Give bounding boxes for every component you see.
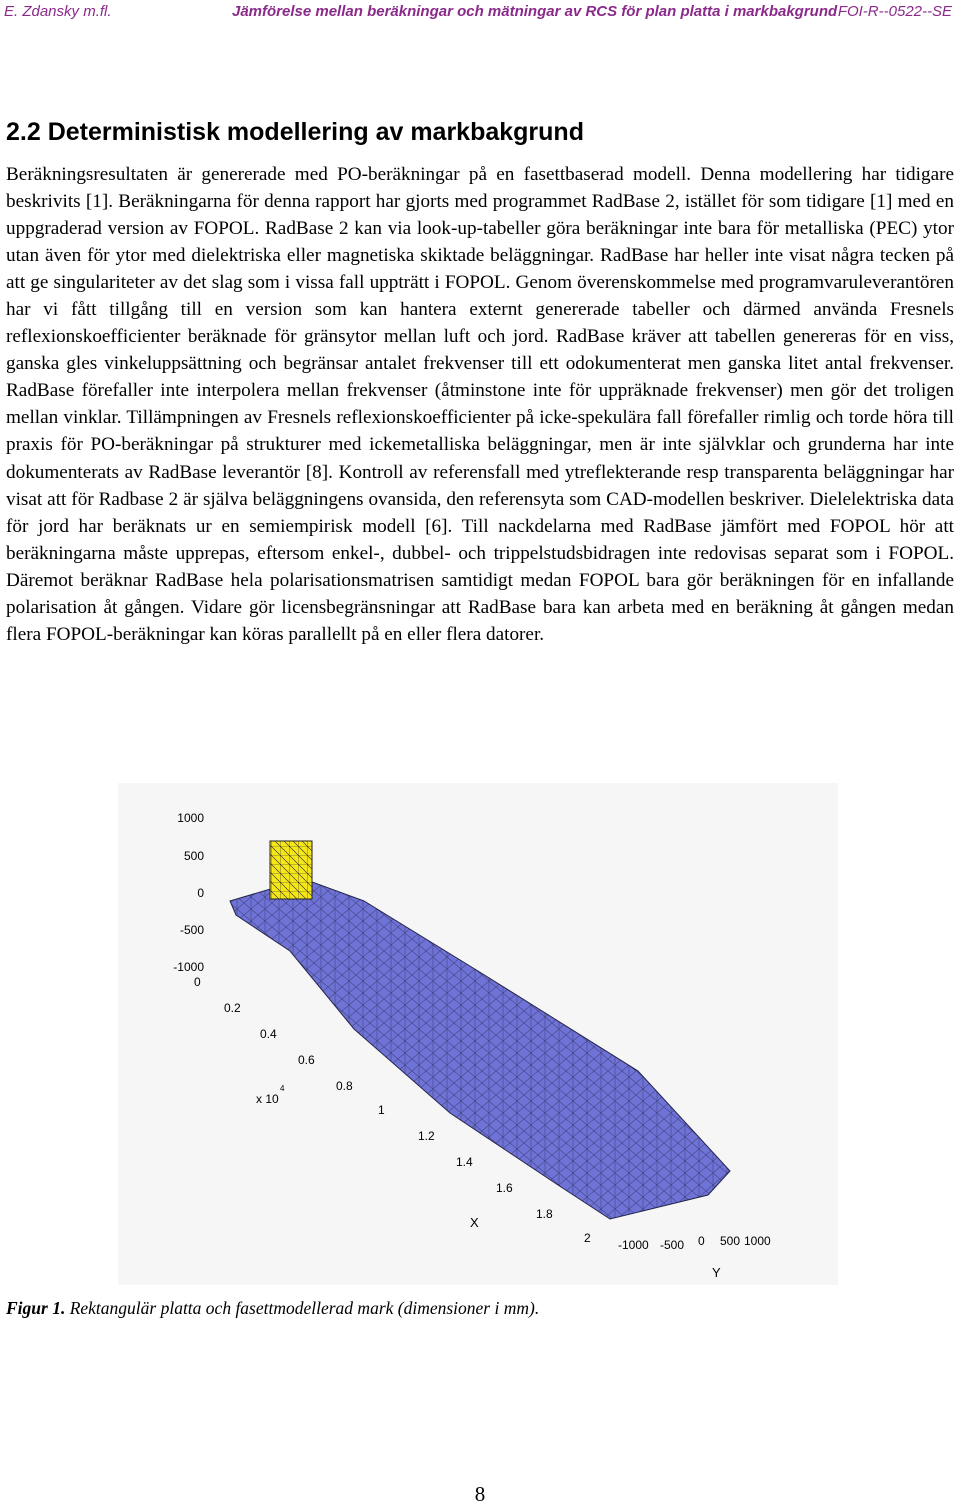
y-tick: 0 — [698, 1234, 705, 1248]
z-tick: 1000 — [177, 811, 204, 825]
section-paragraph: Beräkningsresultaten är genererade med PO-beräkningar på en fasettbaserad modell. Denna modellering har tidigare beskrivits [1]. Beräkningarna för denna rapport har gjorts med programmet RadBase 2, istället för som tidigare [1] med en uppgraderad version av FOPOL. RadBase 2 kan via look-up-tabeller göra beräkningar inte bara för metalliska (PEC) ytor utan även för ytor med dielektriska eller magnetiska skiktade beläggningar. RadBase har heller inte visat några tecken på att ge singulariteter av det slag som i vissa fall uppträtt i FOPOL. Genom överenskommelse med programvaruleverantören har vi fått tillgång till en version som kan hantera externt genererade tabeller och därmed använda Fresnels reflexionskoefficienter beräknade för gränsytor mellan luft och jord. RadBase kräver att tabellen genereras för en viss, ganska gles vinkeluppsättning och begränsar antalet frekvenser till ett odokumenterat men ganska litet antal frekvenser. RadBase förefaller inte interpolera mellan frekvenser (åtminstone inte för uppräknade frekvenser) men gör det troligen mellan vinklar. Tillämpningen av Fresnels reflexionskoefficienter på icke-spekulära fall förefaller rimlig och torde höra till praxis för PO-beräkningar på strukturer med ickemetalliska beläggningar, men är inte självklar och grunderna har inte dokumenterats av RadBase leverantör [8]. Kontroll av referensfall med ytreflekterande resp transparenta beläggningar har visat att för Radbase 2 är själva beläggningens ovansida, den referensyta som CAD-modellen beskriver. Dielelektriska data för jord har beräknats ur en semiempirisk modell [6]. Till nackdelarna med RadBase jämfört med FOPOL hör att beräkningarna måste upprepas, eftersom enkel-, dubbel- och trippelstudsbidragen inte redovisas separat som i FOPOL. Däremot beräknar RadBase hela polarisationsmatrisen samtidigt medan FOPOL bara gör beräkningen för en infallande polarisation åt gången. Vidare gör licensbegränsningar att RadBase bara kan arbeta med en beräkning åt gången medan flera FOPOL-beräkningar kan köras parallellt på en eller flera datorer. — [6, 164, 954, 645]
x-tick: 1.8 — [536, 1207, 553, 1221]
caption-label: Figur 1. — [6, 1298, 66, 1318]
y-tick: -1000 — [618, 1238, 649, 1252]
header-title: Jämförelse mellan beräkningar och mätningar av RCS för plan platta i markbakgrund — [232, 3, 838, 20]
ground-facet-mesh — [230, 879, 730, 1219]
x-tick: 2 — [584, 1231, 591, 1245]
caption-text: Rektangulär platta och fasettmodellerad mark (dimensioner i mm). — [65, 1298, 540, 1318]
z-tick: 0 — [197, 886, 204, 900]
x-scale-prefix: x 10 — [256, 1092, 279, 1106]
x-tick: 1.4 — [456, 1155, 473, 1169]
x-axis-label: X — [470, 1215, 479, 1230]
y-tick: -500 — [660, 1238, 685, 1252]
z-tick: 500 — [183, 849, 204, 863]
section-heading: 2.2 Deterministisk modellering av markbakgrund — [6, 118, 584, 146]
x-tick: 0 — [194, 975, 201, 989]
page-number: 8 — [474, 1482, 486, 1506]
figure-facet-model — [118, 783, 838, 1285]
x-tick: 0.8 — [336, 1079, 353, 1093]
header-author: E. Zdansky m.fl. — [4, 3, 112, 20]
y-tick: 1000 — [744, 1234, 771, 1248]
x-tick: 1 — [378, 1103, 385, 1117]
x-tick: 0.4 — [260, 1027, 277, 1041]
header-report-id: FOI-R--0522--SE — [837, 3, 952, 20]
z-tick: -500 — [179, 923, 204, 937]
y-axis-label: Y — [712, 1265, 721, 1280]
x-tick: 0.2 — [224, 1001, 241, 1015]
x-scale-exponent: 4 — [280, 1084, 285, 1093]
x-tick: 1.6 — [496, 1181, 513, 1195]
running-header — [0, 0, 960, 30]
z-tick: -1000 — [173, 960, 204, 974]
plate-facet-mesh — [270, 841, 312, 899]
y-tick: 500 — [720, 1234, 741, 1248]
figure-plot — [118, 783, 838, 1285]
x-tick: 1.2 — [418, 1129, 435, 1143]
figure-caption — [6, 1298, 956, 1319]
x-tick: 0.6 — [298, 1053, 315, 1067]
